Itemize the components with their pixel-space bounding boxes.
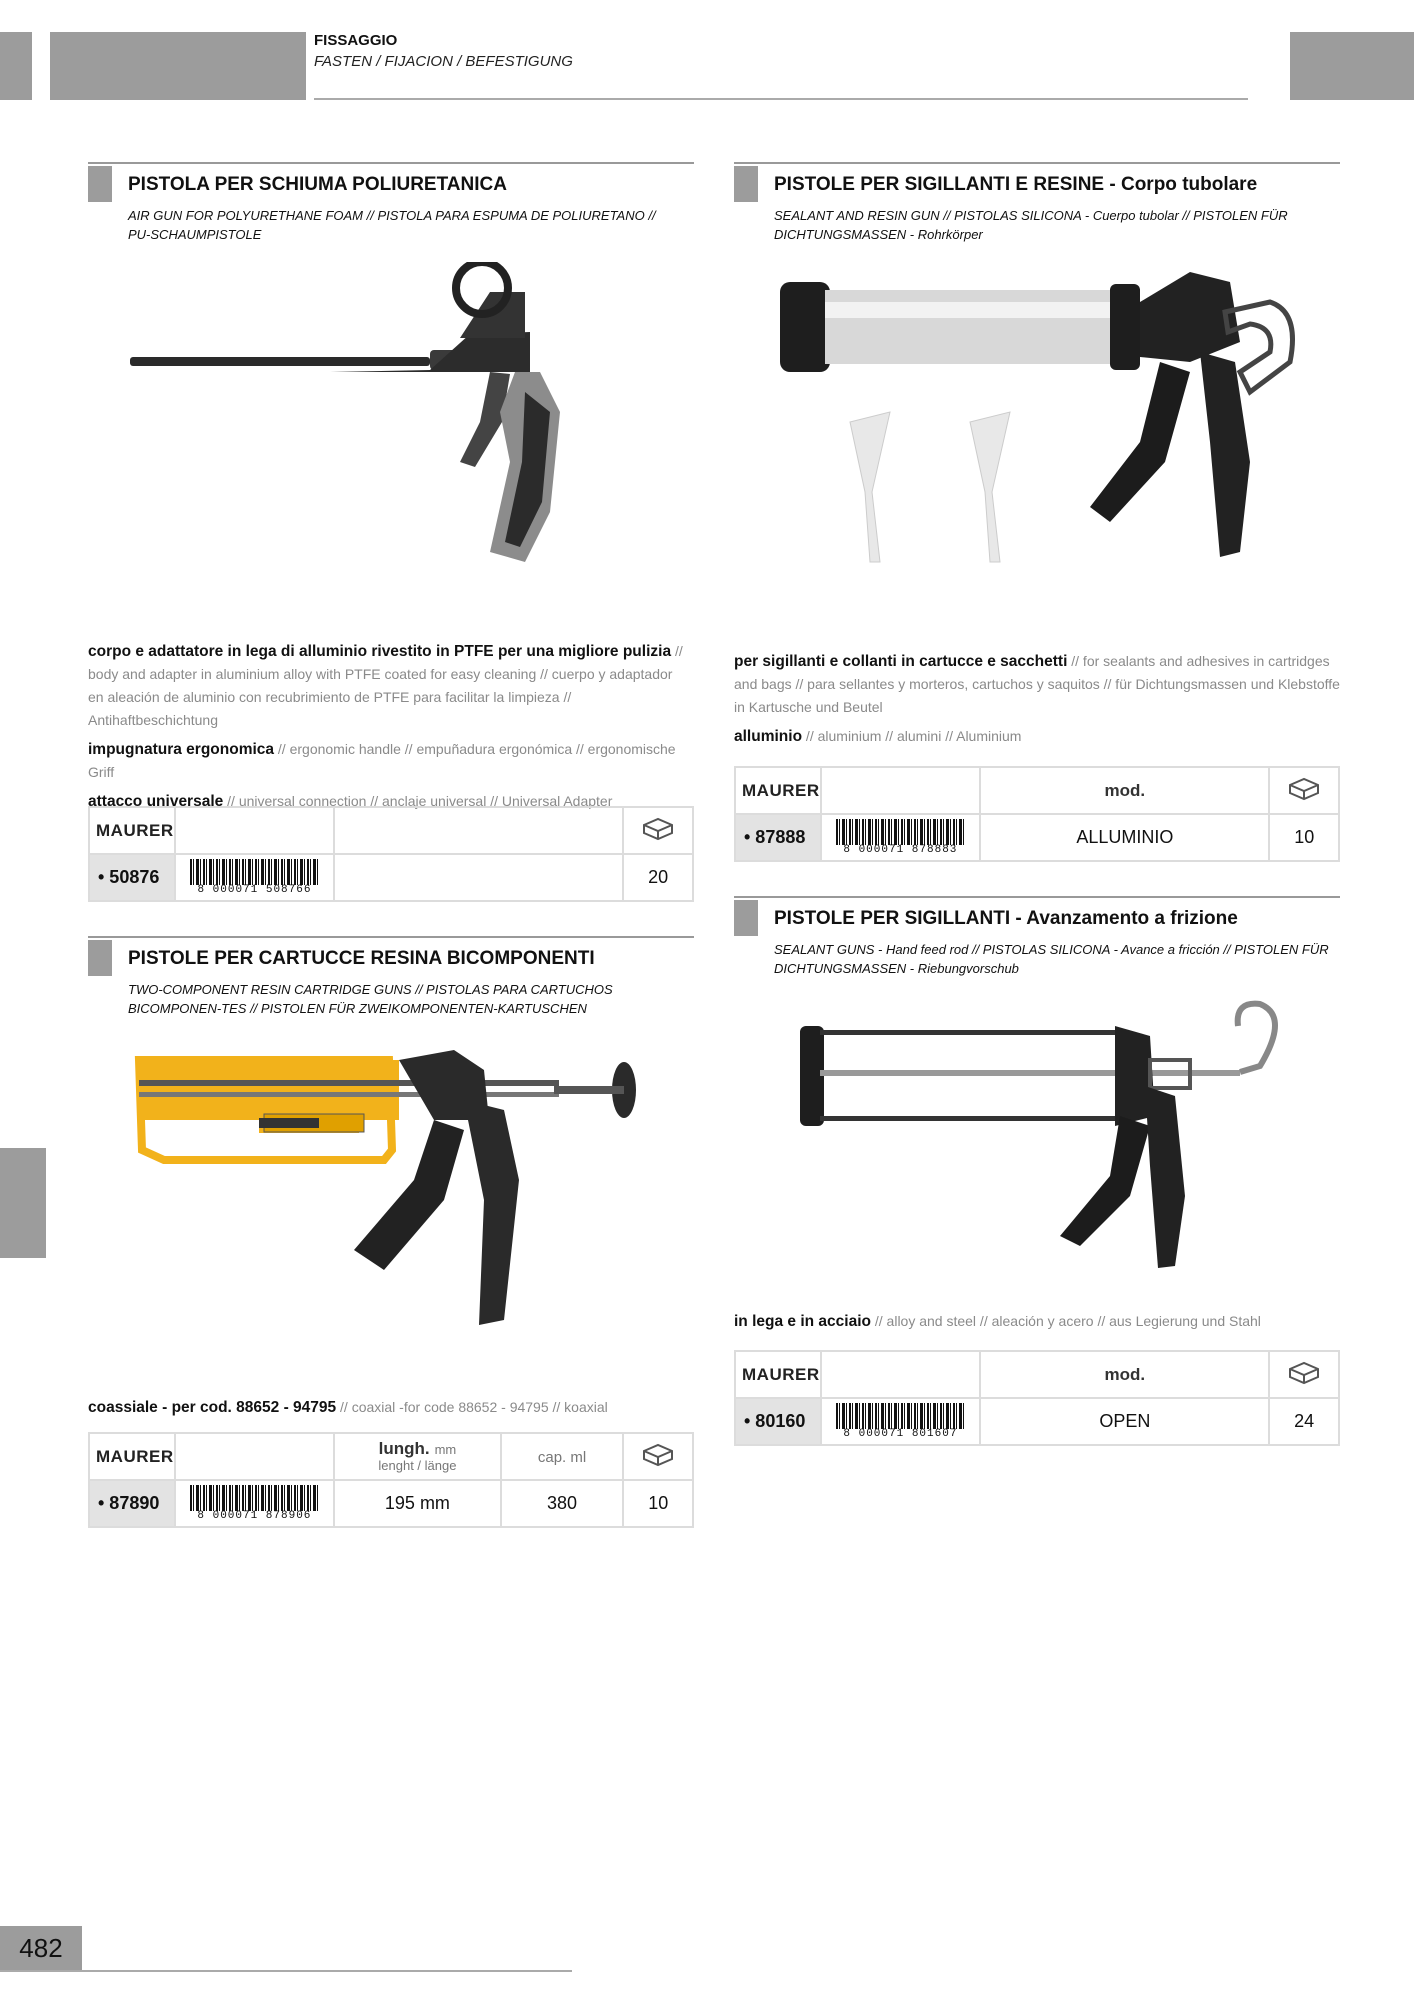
section-title-suffix: - Avanzamento a frizione [1010,908,1238,929]
header-subtitle: FASTEN / FIJACION / BEFESTIGUNG [314,53,573,70]
capacity-header [501,1433,624,1480]
section-title-main: PISTOLE PER SIGILLANTI [774,908,1011,929]
length-value: 195 mm [334,1480,500,1527]
friction-gun-table [734,1350,1340,1446]
table-header-row [735,767,1339,814]
package-qty: 20 [623,854,693,901]
section-title: PISTOLA PER SCHIUMA POLIURETANICA [128,174,507,195]
feature-item [734,1310,1340,1333]
tab-right-top [1290,32,1414,100]
feature-item [734,725,1340,748]
empty-header-cell [334,807,623,854]
two-component-gun-table [88,1432,694,1528]
section-subtitle: TWO-COMPONENT RESIN CARTRIDGE GUNS // PISTOLAS PARA CARTUCHOS BICOMPONEN-TES // PISTOLEN FÜR ZWEIKOMPONENTEN-KARTUSCHEN [128,982,613,1016]
feature-bold: impugnatura ergonomica [88,741,275,758]
table-row [735,814,1339,861]
section-divider [734,162,1340,164]
section-divider [88,162,694,164]
brand-logo: MAURER [89,807,175,854]
model-header: mod. [980,1351,1269,1398]
length-header-sub: lenght / länge [378,1457,457,1473]
header-divider [314,98,1248,100]
section-divider [734,896,1340,898]
feature-translation: // ergonomic handle // empuñadura ergonómica // ergonomische Griff [88,741,676,780]
footer-divider [0,1970,572,1972]
feature-bold: coassiale - per cod. 88652 - 94795 [88,1399,337,1416]
header-title: FISSAGGIO [314,32,398,49]
box-icon [623,1433,693,1480]
two-component-gun-features [88,1396,694,1425]
capacity-header-label: cap. ml [537,1449,587,1466]
model-header: mod. [980,767,1269,814]
box-icon [623,807,693,854]
brand-logo: MAURER [735,1351,821,1398]
product-code: • 80160 [735,1398,821,1445]
tubular-gun-table [734,766,1340,862]
section-marker [734,900,758,936]
feature-translation: // universal connection // anclaje universal // Universal Adapter [223,793,613,809]
side-tab [0,1148,46,1258]
feature-item [88,1396,694,1419]
product-code: • 50876 [89,854,175,901]
section-title: PISTOLE PER CARTUCCE RESINA BICOMPONENTI [128,948,595,969]
section-marker [88,940,112,976]
foam-gun-features [88,640,688,819]
section-subtitle: AIR GUN FOR POLYURETHANE FOAM // PISTOLA PARA ESPUMA DE POLIURETANO // PU-SCHAUMPISTOLE [128,208,656,242]
table-row [735,1398,1339,1445]
package-qty: 10 [1269,814,1339,861]
tubular-gun-image [770,262,1310,582]
barcode [175,1480,335,1527]
section-marker [88,166,112,202]
barcode [821,1398,981,1445]
model-value: OPEN [980,1398,1269,1445]
length-header-unit: mm [434,1441,457,1457]
empty-header-cell [175,807,335,854]
feature-item [88,738,688,784]
foam-gun-table [88,806,694,902]
brand-logo: MAURER [735,767,821,814]
feature-translation: // for sealants and adhesives in cartridges and bags // para sellantes y morteros, cartuchos y saquitos // für Dichtungsmassen und Klebstoffe in Kartusche und Beutel [734,653,1340,715]
empty-header-cell [821,767,981,814]
table-header-row [735,1351,1339,1398]
product-code: • 87888 [735,814,821,861]
feature-translation: // aluminium // alumini // Aluminium [802,728,1022,744]
package-qty: 10 [623,1480,693,1527]
length-header-label: lungh. [378,1438,430,1458]
page-number: 482 [0,1926,82,1970]
tubular-gun-features [734,650,1340,754]
two-component-gun-image [134,1040,654,1350]
section-subtitle: SEALANT AND RESIN GUN // PISTOLAS SILICONA - Cuerpo tubolar // PISTOLEN FÜR DICHTUNGSMASSEN - Rohrkörper [774,208,1288,242]
feature-translation: // coaxial -for code 88652 - 94795 // koaxial [336,1399,608,1415]
empty-cell [334,854,623,901]
barcode [175,854,335,901]
section-title-suffix: - Corpo tubolare [1104,174,1258,195]
box-icon [1269,767,1339,814]
section-divider [88,936,694,938]
feature-translation: // alloy and steel // aleación y acero // aus Legierung und Stahl [870,1313,1261,1329]
feature-item [88,640,688,732]
empty-header-cell [175,1433,335,1480]
brand-logo: MAURER [89,1433,175,1480]
feature-translation: // body and adapter in aluminium alloy with PTFE coated for easy cleaning // cuerpo y adaptador en aleación de aluminio con recubrimiento de PTFE para facilitar la limpieza // Antihaftbeschichtung [88,643,683,728]
feature-bold: alluminio [734,728,803,745]
tab-left-top [0,32,32,100]
barcode-number: 8 000071 508766 [197,883,312,896]
feature-item [734,650,1340,719]
table-row [89,1480,693,1527]
friction-gun-features [734,1310,1340,1339]
barcode-number: 8 000071 878906 [197,1509,312,1522]
length-header [334,1433,500,1480]
table-header-row [89,1433,693,1480]
feature-bold: corpo e adattatore in lega di alluminio rivestito in PTFE per una migliore pulizia [88,643,672,660]
product-code: • 87890 [89,1480,175,1527]
section-title-main: PISTOLE PER SIGILLANTI E RESINE [774,174,1105,195]
foam-gun-image [130,262,650,582]
section-subtitle: SEALANT GUNS - Hand feed rod // PISTOLAS SILICONA - Avance a fricción // PISTOLEN FÜR DICHTUNGSMASSEN - Riebungvorschub [774,942,1329,976]
feature-bold: in lega e in acciaio [734,1313,871,1330]
box-icon [1269,1351,1339,1398]
barcode [821,814,981,861]
barcode-number: 8 000071 801607 [843,1427,958,1440]
barcode-number: 8 000071 878883 [843,843,958,856]
table-row [89,854,693,901]
header-block [50,32,306,100]
feature-bold: per sigillanti e collanti in cartucce e sacchetti [734,653,1068,670]
feature-bold: attacco universale [88,793,224,810]
empty-header-cell [821,1351,981,1398]
table-header-row [89,807,693,854]
friction-gun-image [790,996,1310,1286]
section-title [774,174,1257,196]
package-qty: 24 [1269,1398,1339,1445]
section-title [774,908,1238,930]
section-marker [734,166,758,202]
model-value: ALLUMINIO [980,814,1269,861]
capacity-value: 380 [501,1480,624,1527]
